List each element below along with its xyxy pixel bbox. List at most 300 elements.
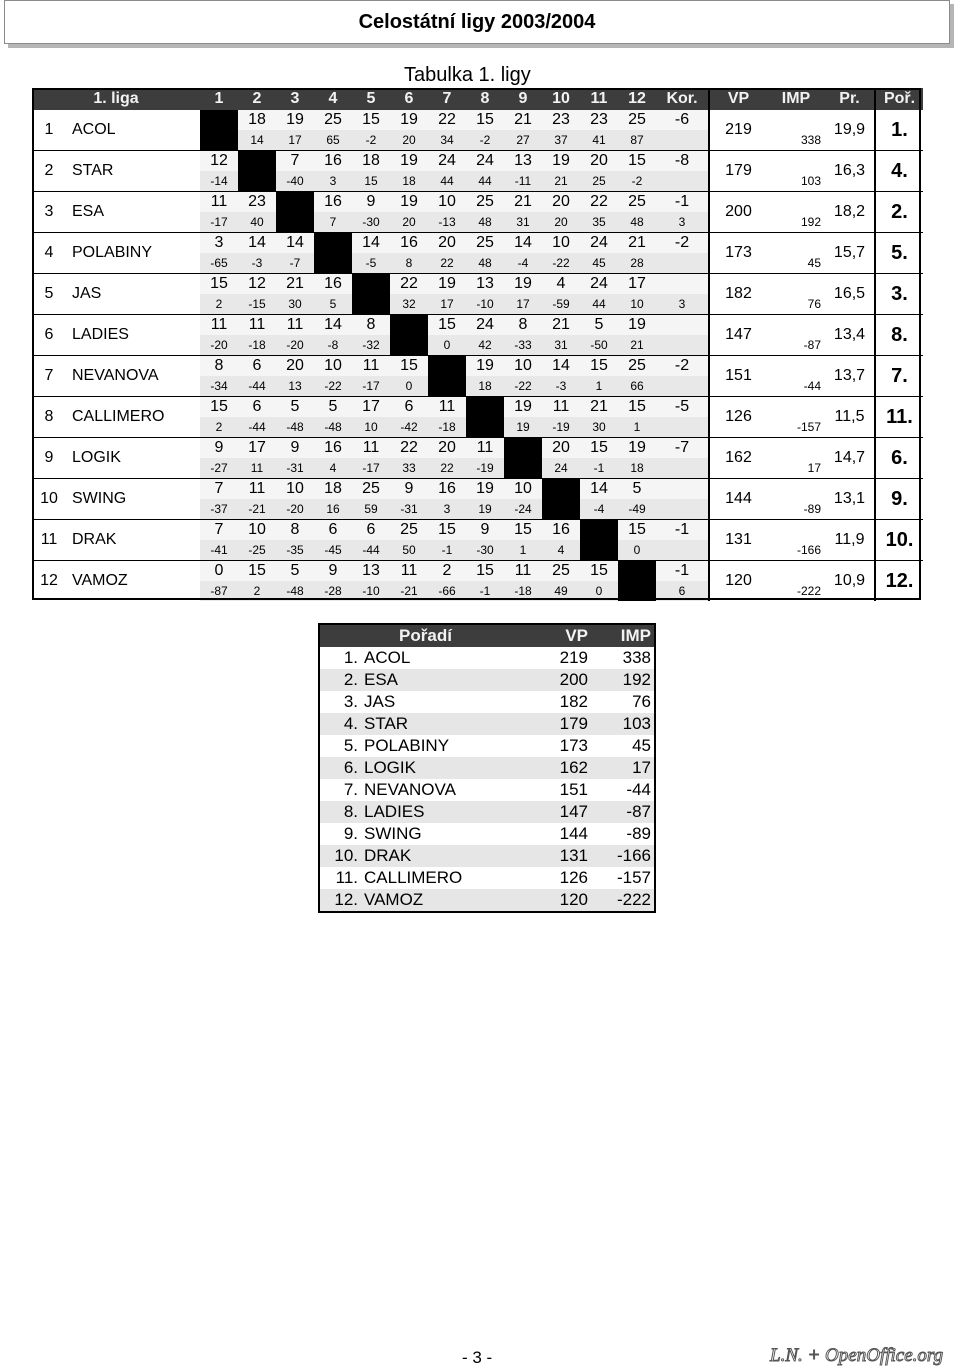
total-imp: 192 [767, 192, 825, 233]
match-vp-cell: 20 [542, 438, 580, 459]
match-vp-cell: 8 [352, 315, 390, 336]
match-imp-cell: 0 [428, 335, 466, 356]
match-imp-cell: -34 [200, 376, 238, 397]
match-vp-cell: 20 [428, 233, 466, 254]
match-imp-cell: 1 [580, 376, 618, 397]
match-vp-cell: 9 [200, 438, 238, 459]
match-imp-cell: -18 [504, 581, 542, 601]
match-imp-cell: 48 [618, 212, 656, 233]
header-col-7: 7 [428, 88, 466, 110]
match-vp-cell: 10 [504, 479, 542, 500]
total-vp: 126 [709, 397, 767, 438]
match-vp-cell: 19 [542, 151, 580, 172]
match-imp-cell: 24 [542, 458, 580, 479]
match-vp-cell: 16 [390, 233, 428, 254]
ranking-imp: 192 [591, 669, 655, 691]
match-vp-cell: 15 [466, 110, 504, 130]
team-name: LOGIK [66, 438, 200, 479]
team-row [32, 192, 923, 213]
match-vp-cell: 19 [466, 479, 504, 500]
header-col-1: 1 [200, 88, 238, 110]
match-vp-cell: 11 [352, 438, 390, 459]
team-name: POLABINY [66, 233, 200, 274]
match-imp-cell: 59 [352, 499, 390, 520]
match-imp-cell: -2 [352, 130, 390, 151]
ranking-team: ESA [361, 669, 531, 691]
ranking-row [319, 713, 655, 735]
header-pr: Pr. [825, 88, 875, 110]
final-rank: 9. [875, 479, 923, 520]
match-imp-cell: 20 [390, 212, 428, 233]
ranking-imp: -222 [591, 889, 655, 912]
match-imp-cell: -10 [352, 581, 390, 601]
match-imp-cell: 18 [466, 376, 504, 397]
match-imp-cell: 45 [580, 253, 618, 274]
match-vp-cell: 22 [580, 192, 618, 213]
team-number: 9 [32, 438, 66, 479]
team-row [32, 274, 923, 295]
match-vp-cell: 15 [504, 520, 542, 541]
match-imp-cell: 49 [542, 581, 580, 601]
match-vp-cell: 19 [390, 110, 428, 130]
match-imp-cell: -25 [238, 540, 276, 561]
match-imp-cell: -22 [314, 376, 352, 397]
match-imp-cell: -59 [542, 294, 580, 315]
match-imp-cell: 10 [352, 417, 390, 438]
final-rank: 10. [875, 520, 923, 561]
match-imp-cell: -3 [542, 376, 580, 397]
match-vp-cell: 24 [466, 151, 504, 172]
match-imp-cell: 4 [314, 458, 352, 479]
ranking-position: 2. [319, 669, 361, 691]
match-vp-cell: 9 [390, 479, 428, 500]
match-vp-cell: 0 [200, 561, 238, 582]
total-vp: 131 [709, 520, 767, 561]
match-vp-cell: 12 [200, 151, 238, 172]
match-imp-cell: 42 [466, 335, 504, 356]
match-vp-cell: 9 [352, 192, 390, 213]
ranking-header-vp: VP [531, 624, 591, 647]
kor-imp-cell [656, 130, 709, 151]
match-vp-cell: 12 [238, 274, 276, 295]
match-imp-cell: -4 [580, 499, 618, 520]
ranking-vp: 179 [531, 713, 591, 735]
ranking-imp: 338 [591, 647, 655, 669]
match-imp-cell: -2 [466, 130, 504, 151]
match-vp-cell: 18 [352, 151, 390, 172]
ranking-imp: 76 [591, 691, 655, 713]
kor-imp-cell: 6 [656, 581, 709, 601]
match-vp-cell: 6 [238, 397, 276, 418]
team-number: 7 [32, 356, 66, 397]
final-rank: 4. [875, 151, 923, 192]
kor-cell: -2 [656, 356, 709, 377]
match-vp-cell: 15 [580, 438, 618, 459]
ranking-table [318, 623, 656, 913]
match-vp-cell: 9 [314, 561, 352, 582]
match-vp-cell: 25 [618, 356, 656, 377]
match-vp-cell: 25 [314, 110, 352, 130]
ranking-team: VAMOZ [361, 889, 531, 912]
match-imp-cell: 17 [504, 294, 542, 315]
total-imp: -166 [767, 520, 825, 561]
total-vp: 173 [709, 233, 767, 274]
match-imp-cell: 22 [428, 253, 466, 274]
total-imp: 76 [767, 274, 825, 315]
page-title-box [4, 0, 950, 44]
ranking-position: 9. [319, 823, 361, 845]
ranking-position: 1. [319, 647, 361, 669]
kor-imp-cell [656, 458, 709, 479]
kor-imp-cell [656, 253, 709, 274]
ranking-position: 8. [319, 801, 361, 823]
ranking-imp: 45 [591, 735, 655, 757]
match-vp-cell: 6 [314, 520, 352, 541]
match-vp-cell: 21 [276, 274, 314, 295]
match-imp-cell: -28 [314, 581, 352, 601]
kor-cell [656, 479, 709, 500]
match-imp-cell: 87 [618, 130, 656, 151]
match-vp-cell: 19 [390, 192, 428, 213]
match-imp-cell: -19 [466, 458, 504, 479]
self-match-cell [352, 274, 390, 315]
match-imp-cell: -87 [200, 581, 238, 601]
match-imp-cell: 25 [580, 171, 618, 192]
match-imp-cell: -48 [314, 417, 352, 438]
team-name: STAR [66, 151, 200, 192]
match-imp-cell: -48 [276, 581, 314, 601]
ranking-position: 5. [319, 735, 361, 757]
match-imp-cell: -18 [238, 335, 276, 356]
match-vp-cell: 21 [580, 397, 618, 418]
match-vp-cell: 11 [466, 438, 504, 459]
match-vp-cell: 25 [618, 192, 656, 213]
match-vp-cell: 9 [466, 520, 504, 541]
match-vp-cell: 19 [276, 110, 314, 130]
ranking-vp: 120 [531, 889, 591, 912]
match-imp-cell: 17 [428, 294, 466, 315]
match-vp-cell: 21 [504, 192, 542, 213]
match-imp-cell: 0 [390, 376, 428, 397]
match-imp-cell: -20 [200, 335, 238, 356]
match-imp-cell: -15 [238, 294, 276, 315]
match-imp-cell: -32 [352, 335, 390, 356]
match-imp-cell: -35 [276, 540, 314, 561]
kor-cell: -1 [656, 520, 709, 541]
match-imp-cell: 48 [466, 212, 504, 233]
self-match-cell [466, 397, 504, 438]
team-row [32, 438, 923, 459]
match-imp-cell: 35 [580, 212, 618, 233]
match-imp-cell: 30 [276, 294, 314, 315]
ranking-row [319, 889, 655, 912]
total-vp: 179 [709, 151, 767, 192]
match-imp-cell: -1 [428, 540, 466, 561]
match-imp-cell: 40 [238, 212, 276, 233]
ranking-row [319, 823, 655, 845]
match-vp-cell: 20 [580, 151, 618, 172]
match-imp-cell: 50 [390, 540, 428, 561]
team-row [32, 520, 923, 541]
ranking-position: 7. [319, 779, 361, 801]
match-vp-cell: 5 [276, 397, 314, 418]
match-vp-cell: 25 [466, 192, 504, 213]
match-imp-cell: 44 [466, 171, 504, 192]
match-vp-cell: 25 [390, 520, 428, 541]
kor-imp-cell [656, 540, 709, 561]
ranking-vp: 173 [531, 735, 591, 757]
match-imp-cell: -44 [238, 376, 276, 397]
match-imp-cell: 30 [580, 417, 618, 438]
ranking-team: SWING [361, 823, 531, 845]
team-name: VAMOZ [66, 561, 200, 602]
match-imp-cell: 20 [390, 130, 428, 151]
match-imp-cell: -18 [428, 417, 466, 438]
match-imp-cell: 8 [390, 253, 428, 274]
average-pr: 16,3 [825, 151, 875, 192]
match-vp-cell: 13 [466, 274, 504, 295]
match-imp-cell: 11 [238, 458, 276, 479]
team-number: 3 [32, 192, 66, 233]
average-pr: 11,5 [825, 397, 875, 438]
match-imp-cell: 27 [504, 130, 542, 151]
self-match-cell [542, 479, 580, 520]
match-vp-cell: 5 [314, 397, 352, 418]
match-imp-cell: 41 [580, 130, 618, 151]
team-row [32, 479, 923, 500]
header-col-6: 6 [390, 88, 428, 110]
header-col-3: 3 [276, 88, 314, 110]
page-title: Celostátní ligy 2003/2004 [358, 10, 596, 33]
ranking-position: 10. [319, 845, 361, 867]
match-vp-cell: 10 [542, 233, 580, 254]
match-imp-cell: -2 [618, 171, 656, 192]
match-imp-cell: 19 [466, 499, 504, 520]
ranking-vp: 182 [531, 691, 591, 713]
ranking-imp: -157 [591, 867, 655, 889]
ranking-row [319, 867, 655, 889]
match-imp-cell: 2 [238, 581, 276, 601]
kor-cell [656, 315, 709, 336]
team-row [32, 561, 923, 582]
match-imp-cell: -48 [276, 417, 314, 438]
match-imp-cell: 34 [428, 130, 466, 151]
match-imp-cell: 48 [466, 253, 504, 274]
match-vp-cell: 15 [390, 356, 428, 377]
match-vp-cell: 8 [504, 315, 542, 336]
team-name: LADIES [66, 315, 200, 356]
ranking-vp: 131 [531, 845, 591, 867]
average-pr: 13,4 [825, 315, 875, 356]
self-match-cell [314, 233, 352, 274]
match-vp-cell: 16 [314, 274, 352, 295]
match-vp-cell: 19 [466, 356, 504, 377]
average-pr: 16,5 [825, 274, 875, 315]
kor-cell: -7 [656, 438, 709, 459]
match-imp-cell: 21 [542, 171, 580, 192]
ranking-team: STAR [361, 713, 531, 735]
match-imp-cell: -21 [238, 499, 276, 520]
match-imp-cell: 16 [314, 499, 352, 520]
ranking-team: POLABINY [361, 735, 531, 757]
match-imp-cell: -30 [352, 212, 390, 233]
match-imp-cell: -14 [200, 171, 238, 192]
match-imp-cell: -49 [618, 499, 656, 520]
match-imp-cell: -7 [276, 253, 314, 274]
match-vp-cell: 3 [200, 233, 238, 254]
match-vp-cell: 10 [276, 479, 314, 500]
match-vp-cell: 5 [276, 561, 314, 582]
match-imp-cell: 1 [504, 540, 542, 561]
match-vp-cell: 8 [276, 520, 314, 541]
match-imp-cell: 7 [314, 212, 352, 233]
match-vp-cell: 6 [352, 520, 390, 541]
final-rank: 2. [875, 192, 923, 233]
ranking-imp: -87 [591, 801, 655, 823]
total-imp: -87 [767, 315, 825, 356]
match-imp-cell: -4 [504, 253, 542, 274]
self-match-cell [428, 356, 466, 397]
ranking-imp: 17 [591, 757, 655, 779]
final-rank: 12. [875, 561, 923, 602]
header-col-2: 2 [238, 88, 276, 110]
total-vp: 219 [709, 110, 767, 151]
match-vp-cell: 14 [314, 315, 352, 336]
team-number: 1 [32, 110, 66, 151]
ranking-imp: 103 [591, 713, 655, 735]
ranking-position: 3. [319, 691, 361, 713]
match-imp-cell: -22 [504, 376, 542, 397]
total-imp: 103 [767, 151, 825, 192]
kor-imp-cell: 3 [656, 294, 709, 315]
team-number: 10 [32, 479, 66, 520]
match-imp-cell: -19 [542, 417, 580, 438]
match-vp-cell: 10 [504, 356, 542, 377]
total-vp: 182 [709, 274, 767, 315]
match-vp-cell: 20 [542, 192, 580, 213]
match-vp-cell: 15 [428, 520, 466, 541]
match-vp-cell: 14 [580, 479, 618, 500]
match-vp-cell: 23 [238, 192, 276, 213]
ranking-header-poradi: Pořadí [319, 624, 531, 647]
self-match-cell [200, 110, 238, 151]
final-rank: 11. [875, 397, 923, 438]
team-row [32, 233, 923, 254]
match-vp-cell: 2 [428, 561, 466, 582]
header-col-11: 11 [580, 88, 618, 110]
match-vp-cell: 4 [542, 274, 580, 295]
team-name: DRAK [66, 520, 200, 561]
kor-imp-cell [656, 376, 709, 397]
match-vp-cell: 7 [200, 520, 238, 541]
kor-imp-cell [656, 171, 709, 192]
team-number: 6 [32, 315, 66, 356]
total-imp: -222 [767, 561, 825, 602]
match-vp-cell: 23 [542, 110, 580, 130]
self-match-cell [504, 438, 542, 479]
match-imp-cell: 15 [352, 171, 390, 192]
header-col-9: 9 [504, 88, 542, 110]
average-pr: 11,9 [825, 520, 875, 561]
match-imp-cell: 4 [542, 540, 580, 561]
total-imp: 45 [767, 233, 825, 274]
ranking-team: CALLIMERO [361, 867, 531, 889]
match-vp-cell: 14 [276, 233, 314, 254]
total-vp: 151 [709, 356, 767, 397]
team-row [32, 356, 923, 377]
match-imp-cell: 10 [618, 294, 656, 315]
match-imp-cell: 3 [428, 499, 466, 520]
kor-cell: -2 [656, 233, 709, 254]
ranking-row [319, 757, 655, 779]
match-imp-cell: -20 [276, 499, 314, 520]
final-rank: 5. [875, 233, 923, 274]
match-imp-cell: 13 [276, 376, 314, 397]
ranking-vp: 219 [531, 647, 591, 669]
ranking-row [319, 691, 655, 713]
total-imp: -44 [767, 356, 825, 397]
header-imp: IMP [767, 88, 825, 110]
match-imp-cell: -17 [352, 458, 390, 479]
ranking-vp: 126 [531, 867, 591, 889]
match-imp-cell: -44 [352, 540, 390, 561]
match-vp-cell: 14 [504, 233, 542, 254]
match-imp-cell: -3 [238, 253, 276, 274]
match-vp-cell: 9 [276, 438, 314, 459]
header-col-10: 10 [542, 88, 580, 110]
match-vp-cell: 23 [580, 110, 618, 130]
match-imp-cell: -11 [504, 171, 542, 192]
match-imp-cell: -20 [276, 335, 314, 356]
match-vp-cell: 15 [618, 397, 656, 418]
match-vp-cell: 11 [276, 315, 314, 336]
match-imp-cell: 66 [618, 376, 656, 397]
ranking-team: LADIES [361, 801, 531, 823]
match-imp-cell: -30 [466, 540, 504, 561]
match-vp-cell: 19 [504, 397, 542, 418]
team-name: NEVANOVA [66, 356, 200, 397]
match-imp-cell: 2 [200, 417, 238, 438]
match-vp-cell: 25 [542, 561, 580, 582]
match-vp-cell: 7 [276, 151, 314, 172]
match-imp-cell: -10 [466, 294, 504, 315]
match-vp-cell: 25 [618, 110, 656, 130]
match-vp-cell: 17 [238, 438, 276, 459]
match-vp-cell: 18 [238, 110, 276, 130]
final-rank: 8. [875, 315, 923, 356]
match-imp-cell: -17 [352, 376, 390, 397]
match-vp-cell: 8 [200, 356, 238, 377]
match-imp-cell: 44 [428, 171, 466, 192]
total-vp: 162 [709, 438, 767, 479]
match-imp-cell: -33 [504, 335, 542, 356]
match-imp-cell: 32 [390, 294, 428, 315]
match-vp-cell: 14 [238, 233, 276, 254]
match-vp-cell: 11 [200, 315, 238, 336]
match-vp-cell: 11 [428, 397, 466, 418]
ranking-row [319, 801, 655, 823]
self-match-cell [276, 192, 314, 233]
ranking-vp: 144 [531, 823, 591, 845]
self-match-cell [390, 315, 428, 356]
header-col-8: 8 [466, 88, 504, 110]
match-imp-cell: -40 [276, 171, 314, 192]
match-imp-cell: -45 [314, 540, 352, 561]
header-por: Poř. [875, 88, 923, 110]
match-imp-cell: 65 [314, 130, 352, 151]
match-imp-cell: -41 [200, 540, 238, 561]
kor-imp-cell [656, 335, 709, 356]
